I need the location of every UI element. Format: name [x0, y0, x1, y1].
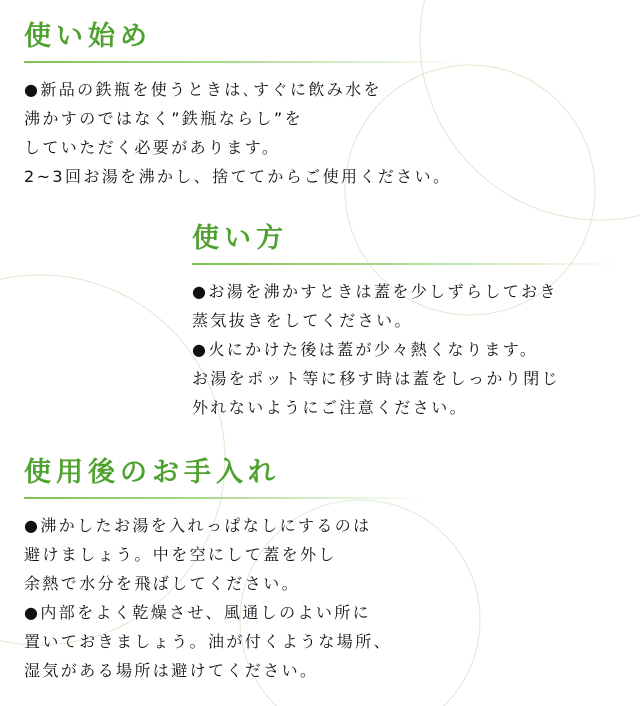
- section-getting-started: [24, 17, 544, 191]
- body-line: ●新品の鉄瓶を使うときは､すぐに飲み水を: [24, 80, 382, 99]
- section-heading: 使い方: [192, 223, 288, 254]
- heading-underline: [24, 61, 464, 63]
- body-line: していただく必要があります。: [24, 138, 281, 157]
- heading-underline: [24, 497, 424, 499]
- section-how-to-use: [192, 219, 632, 422]
- body-line: お湯をポット等に移す時は蓋をしっかり閉じ: [192, 369, 561, 388]
- body-line: 外れないようにご注意ください。: [192, 398, 469, 417]
- section-aftercare: [24, 453, 624, 685]
- body-line: 置いておきましょう。油が付くような場所、: [24, 632, 393, 651]
- heading-underline: [192, 263, 622, 265]
- body-line: ●内部をよく乾燥させ、風通しのよい所に: [24, 603, 372, 622]
- section-body: [24, 75, 544, 191]
- section-heading: 使用後のお手入れ: [24, 457, 280, 488]
- body-line: ●火にかけた後は蓋が少々熱くなります。: [192, 340, 539, 359]
- section-body: [24, 511, 624, 685]
- body-line: 避けましょう。中を空にして蓋を外し: [24, 545, 337, 564]
- body-line: ●お湯を沸かすときは蓋を少しずらしておき: [192, 282, 558, 301]
- body-line: 蒸気抜きをしてください。: [192, 311, 413, 330]
- body-line: ●沸かしたお湯を入れっぱなしにするのは: [24, 516, 372, 535]
- body-line: 2~3回お湯を沸かし、捨ててからご使用ください。: [24, 167, 452, 186]
- body-line: 沸かすのではなく”鉄瓶ならし”を: [24, 109, 303, 128]
- section-body: [192, 277, 632, 422]
- section-heading: 使い始め: [24, 21, 152, 52]
- body-line: 湿気がある場所は避けてください。: [24, 661, 319, 680]
- body-line: 余熱で水分を飛ばしてください。: [24, 574, 301, 593]
